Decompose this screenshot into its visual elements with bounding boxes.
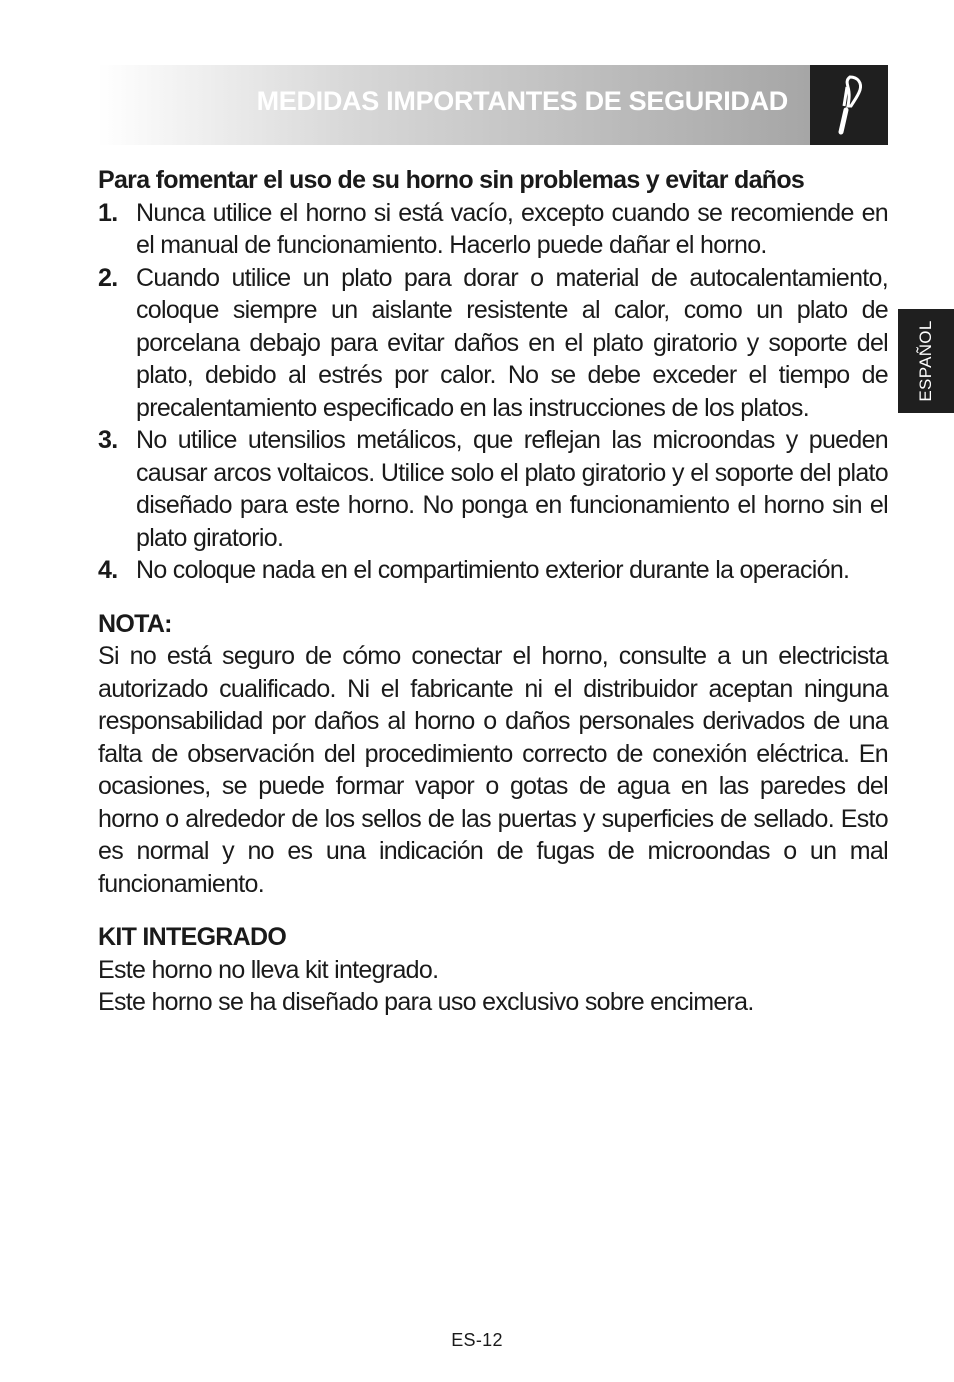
item-text: Cuando utilice un plato para dorar o material de autocalentamiento, coloque siempre un aislante resistente al calor, como un plato de porcelana debajo para evitar daños en el plato giratorio y soporte del plato, debido al estrés por calor. No se debe exceder el tiempo de precalentamiento especificado en las instrucciones de los platos. <box>136 263 888 422</box>
exclamation-warning-icon <box>834 74 864 136</box>
list-item <box>98 554 888 587</box>
kit-line-1: Este horno no lleva kit integrado. <box>98 955 439 984</box>
page-title: MEDIDAS IMPORTANTES DE SEGURIDAD <box>256 86 788 116</box>
kit-heading: KIT INTEGRADO <box>98 923 287 951</box>
item-number: 1. <box>98 198 118 227</box>
list-item <box>98 262 888 425</box>
nota-heading: NOTA: <box>98 609 172 638</box>
section-header-bar <box>98 65 810 145</box>
item-number: 2. <box>98 263 118 292</box>
list-item <box>98 197 888 262</box>
language-tab <box>898 309 954 413</box>
item-text: No coloque nada en el compartimiento exterior durante la operación. <box>136 556 850 584</box>
safety-list <box>98 197 888 587</box>
list-item <box>98 424 888 554</box>
item-text: No utilice utensilios metálicos, que reflejan las microondas y pueden causar arcos voltaicos. Utilice solo el plato giratorio y el soporte del plato diseñado para este horno. No ponga en funcionamiento el horno sin el plato giratorio. <box>136 426 888 552</box>
item-number: 4. <box>98 556 118 584</box>
warning-icon-box <box>810 65 888 145</box>
item-text: Nunca utilice el horno si está vacío, excepto cuando se recomiende en el manual de funcionamiento. Hacerlo puede dañar el horno. <box>136 198 888 259</box>
main-content <box>98 164 888 1019</box>
language-tab-label: ESPAÑOL <box>916 320 935 402</box>
section-heading: Para fomentar el uso de su horno sin problemas y evitar daños <box>98 166 805 194</box>
item-number: 3. <box>98 426 118 454</box>
kit-line-2: Este horno se ha diseñado para uso exclusivo sobre encimera. <box>98 988 754 1016</box>
nota-paragraph: Si no está seguro de cómo conectar el horno, consulte a un electricista autorizado cualificado. Ni el fabricante ni el distribuidor aceptan ninguna responsabilidad por daños al horno o daños personales derivados de una falta de observación del procedimiento correcto de conexión eléctrica. En ocasiones, se puede formar vapor o gotas de agua en las paredes del horno o alrededor de los sellos de las puertas y superficies de sellado. Esto es normal y no es una indicación de fugas de microondas o un mal funcionamiento. <box>98 642 888 898</box>
page-number: ES-12 <box>451 1330 503 1350</box>
